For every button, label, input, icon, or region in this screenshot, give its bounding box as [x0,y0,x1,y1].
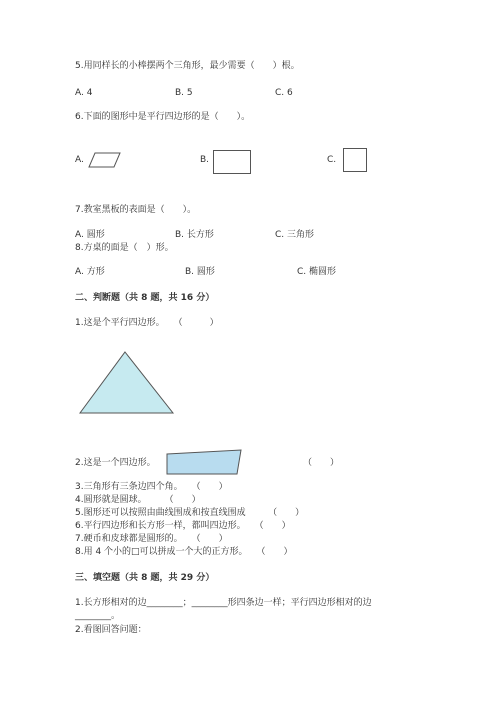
rectangle-shape [213,148,253,174]
q6-option-c[interactable]: C. [327,155,337,165]
fill-q2-text: 2.看图回答问题： [75,625,147,635]
judge-item-6: 6.平行四边形和长方形一样，都叫四边形。 （ ） [75,521,291,531]
q6-text: 6.下面的图形中是平行四边形的是（ ）。 [75,112,251,122]
q6-option-a[interactable]: A. [75,155,84,165]
q8-option-b[interactable]: B. 圆形 [185,267,215,277]
square-shape [343,148,369,174]
judge-item-2: 2.这是一个四边形。 [75,458,156,468]
parallelogram-shape [86,150,126,170]
triangle-shape [78,350,178,418]
q8-text: 8.方桌的面是（ ）形。 [75,243,174,253]
q7-option-b[interactable]: B. 长方形 [175,230,214,240]
judge-item-2-bracket[interactable]: （ ） [303,458,340,468]
q7-option-c[interactable]: C. 三角形 [275,230,315,240]
q8-option-c[interactable]: C. 椭圆形 [297,267,337,277]
q5-option-a[interactable]: A. 4 [75,88,93,98]
q6-option-b[interactable]: B. [200,155,210,165]
judge-item-8: 8.用 4 个小的□可以拼成一个大的正方形。 （ ） [75,547,293,557]
q5-option-b[interactable]: B. 5 [175,88,193,98]
judge-item-5: 5.图形还可以按照由曲线围成和按直线围成 （ ） [75,508,305,518]
q7-text: 7.教室黑板的表面是（ ）。 [75,205,197,215]
quadrilateral-shape [165,448,245,478]
judge-item-1: 1.这是个平行四边形。 （ ） [75,318,219,328]
judge-item-4: 4.圆形就是圆球。 （ ） [75,495,201,505]
q5-text: 5.用同样长的小棒摆两个三角形，最少需要（ ）根。 [75,61,300,71]
q5-option-c[interactable]: C. 6 [275,88,293,98]
section2-title: 二、判断题（共 8 题，共 16 分） [75,293,215,303]
q8-option-a[interactable]: A. 方形 [75,267,105,277]
section3-title: 三、填空题（共 8 题，共 29 分） [75,573,215,583]
fill-q1-line1: 1.长方形相对的边________；________形四条边一样；平行四边形相对的边 [75,598,372,608]
judge-item-3: 3.三角形有三条边四个角。 （ ） [75,482,228,492]
fill-q1-line2: ________。 [75,611,121,621]
q7-option-a[interactable]: A. 圆形 [75,230,105,240]
judge-item-7: 7.硬币和皮球都是圆形的。 （ ） [75,534,228,544]
